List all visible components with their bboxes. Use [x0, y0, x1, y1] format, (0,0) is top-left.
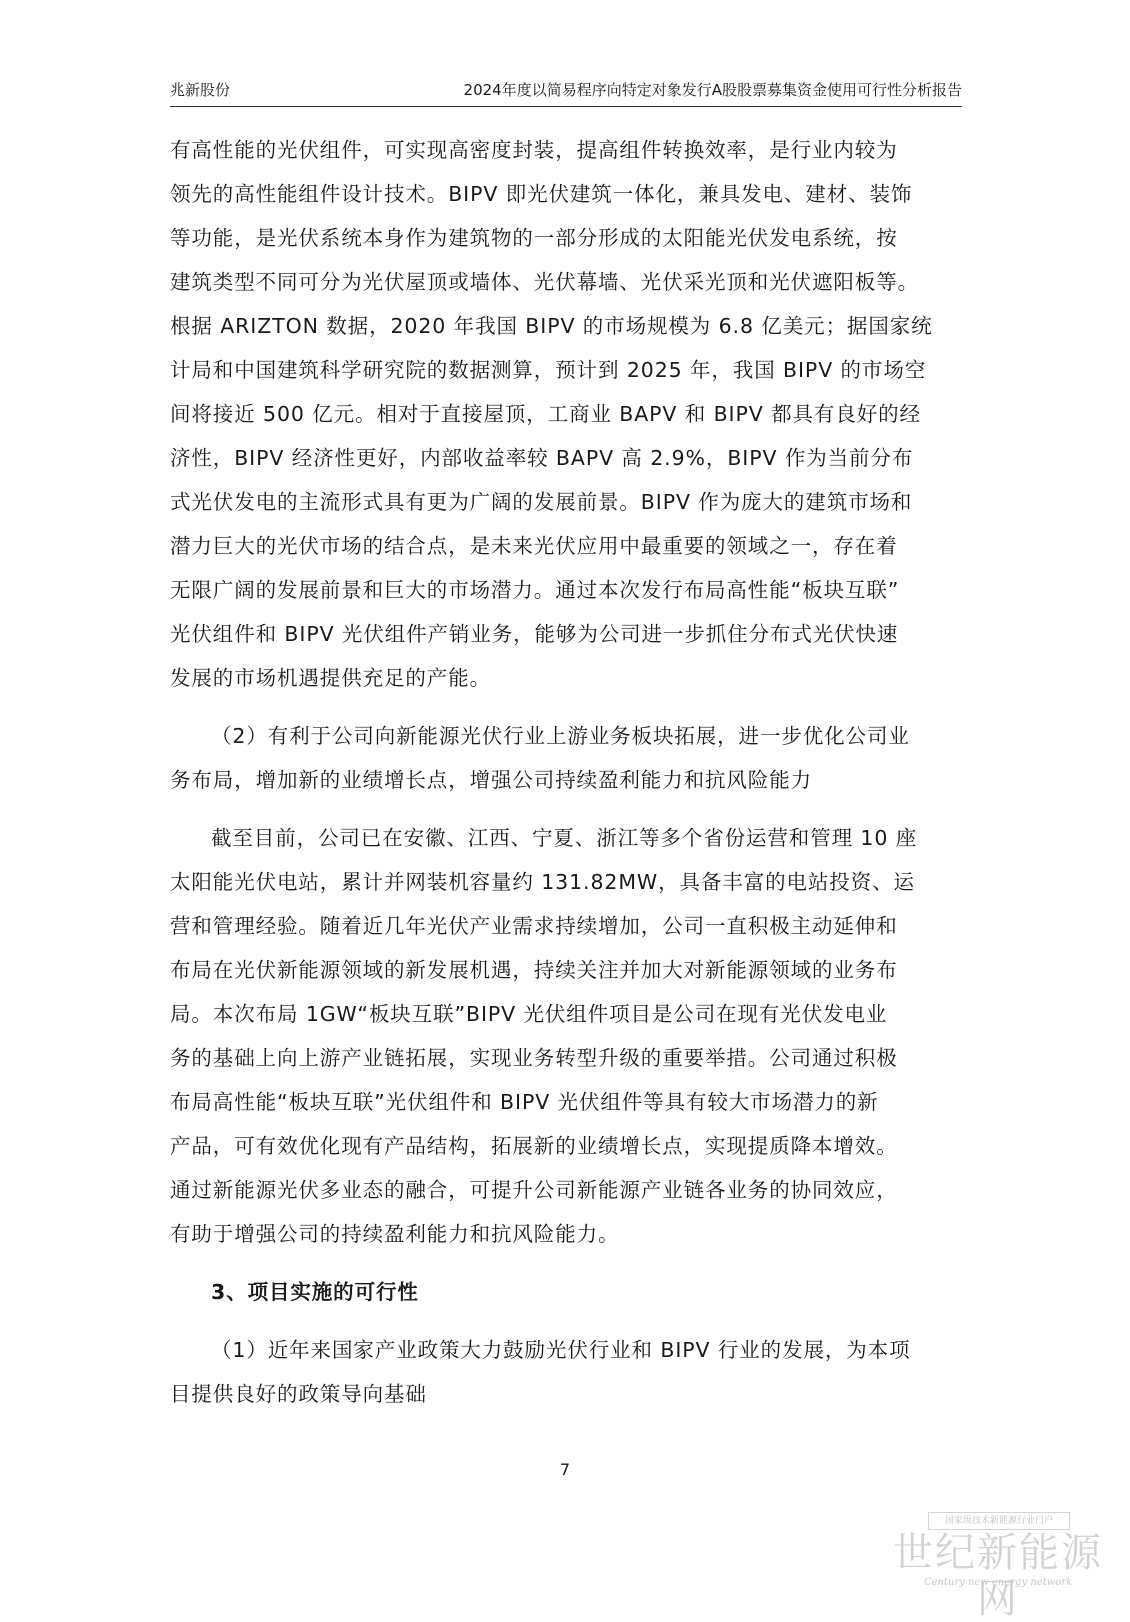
- paragraph-company-operations: [170, 816, 962, 1256]
- paragraph-gap: [170, 1314, 962, 1328]
- text-line: 光伏组件和 BIPV 光伏组件产销业务，能够为公司进一步抓住分布式光伏快速: [170, 622, 899, 646]
- header-company-name: 兆新股份: [170, 81, 231, 99]
- text-line: 根据 ARIZTON 数据，2020 年我国 BIPV 的市场规模为 6.8 亿美元；据国家统: [170, 314, 933, 338]
- paragraph-gap: [170, 700, 962, 714]
- paragraph-bipv-market: [170, 128, 962, 700]
- subheading-upstream-expansion: [170, 714, 962, 802]
- text-line: 潜力巨大的光伏市场的结合点，是未来光伏应用中最重要的领域之一，存在着: [170, 534, 898, 558]
- text-line: 济性，BIPV 经济性更好，内部收益率较 BAPV 高 2.9%，BIPV 作为当前分布: [170, 446, 914, 470]
- text-line: 有助于增强公司的持续盈利能力和抗风险能力。: [170, 1222, 620, 1246]
- text-line: 产品，可有效优化现有产品结构，拓展新的业绩增长点，实现提质降本增效。: [170, 1134, 898, 1158]
- section-heading: 3、项目实施的可行性: [211, 1280, 419, 1304]
- watermark-english-name: Century new energy network: [923, 1577, 1073, 1588]
- document-body: [170, 128, 962, 1416]
- text-line: 无限广阔的发展前景和巨大的市场潜力。通过本次发行布局高性能“板块互联”: [170, 578, 900, 602]
- text-line: 布局在光伏新能源领域的新发展机遇，持续关注并加大对新能源领域的业务布: [170, 958, 898, 982]
- text-line: 截至目前，公司已在安徽、江西、宁夏、浙江等多个省份运营和管理 10 座: [211, 826, 918, 850]
- text-line: 通过新能源光伏多业态的融合，可提升公司新能源产业链各业务的协同效应，: [170, 1178, 898, 1202]
- text-line: 领先的高性能组件设计技术。BIPV 即光伏建筑一体化，兼具发电、建材、装饰: [170, 182, 913, 206]
- text-line: 间将接近 500 亿元。相对于直接屋顶，工商业 BAPV 和 BIPV 都具有良好的经: [170, 402, 921, 426]
- text-line: （1）近年来国家产业政策大力鼓励光伏行业和 BIPV 行业的发展，为本项: [211, 1338, 911, 1362]
- watermark-tagline: 国家级技术新能源行业门户: [928, 1512, 1070, 1530]
- text-line: 发展的市场机遇提供充足的产能。: [170, 666, 491, 690]
- watermark-brand: 世纪新能源网: [893, 1530, 1103, 1622]
- text-line: 等功能，是光伏系统本身作为建筑物的一部分形成的太阳能光伏发电系统，按: [170, 226, 898, 250]
- text-line: 布局高性能“板块互联”光伏组件和 BIPV 光伏组件等具有较大市场潜力的新: [170, 1090, 879, 1114]
- subheading-policy-support: [170, 1328, 962, 1416]
- text-line: 计局和中国建筑科学研究院的数据测算，预计到 2025 年，我国 BIPV 的市场空: [170, 358, 927, 382]
- text-line: 局。本次布局 1GW“板块互联”BIPV 光伏组件项目是公司在现有光伏发电业: [170, 1002, 888, 1026]
- paragraph-gap: [170, 802, 962, 816]
- header-report-title: 2024年度以简易程序向特定对象发行A股股票募集资金使用可行性分析报告: [463, 81, 962, 99]
- text-line: 有高性能的光伏组件，可实现高密度封装，提高组件转换效率，是行业内较为: [170, 138, 898, 162]
- text-line: 建筑类型不同可分为光伏屋顶或墙体、光伏幕墙、光伏采光顶和光伏遮阳板等。: [170, 270, 919, 294]
- text-line: 目提供良好的政策导向基础: [170, 1382, 427, 1406]
- text-line: 太阳能光伏电站，累计并网装机容量约 131.82MW，具备丰富的电站投资、运: [170, 870, 915, 894]
- watermark-logo: [878, 1512, 1118, 1622]
- text-line: 营和管理经验。随着近几年光伏产业需求持续增加，公司一直积极主动延伸和: [170, 914, 898, 938]
- page-number: 7: [559, 1460, 571, 1479]
- page-header: [170, 80, 962, 107]
- text-line: 务的基础上向上游产业链拓展，实现业务转型升级的重要举措。公司通过积极: [170, 1046, 898, 1070]
- text-line: 务布局，增加新的业绩增长点，增强公司持续盈利能力和抗风险能力: [170, 768, 812, 792]
- text-line: 式光伏发电的主流形式具有更为广阔的发展前景。BIPV 作为庞大的建筑市场和: [170, 490, 913, 514]
- text-line: （2）有利于公司向新能源光伏行业上游业务板块拓展，进一步优化公司业: [211, 724, 910, 748]
- paragraph-gap: [170, 1256, 962, 1270]
